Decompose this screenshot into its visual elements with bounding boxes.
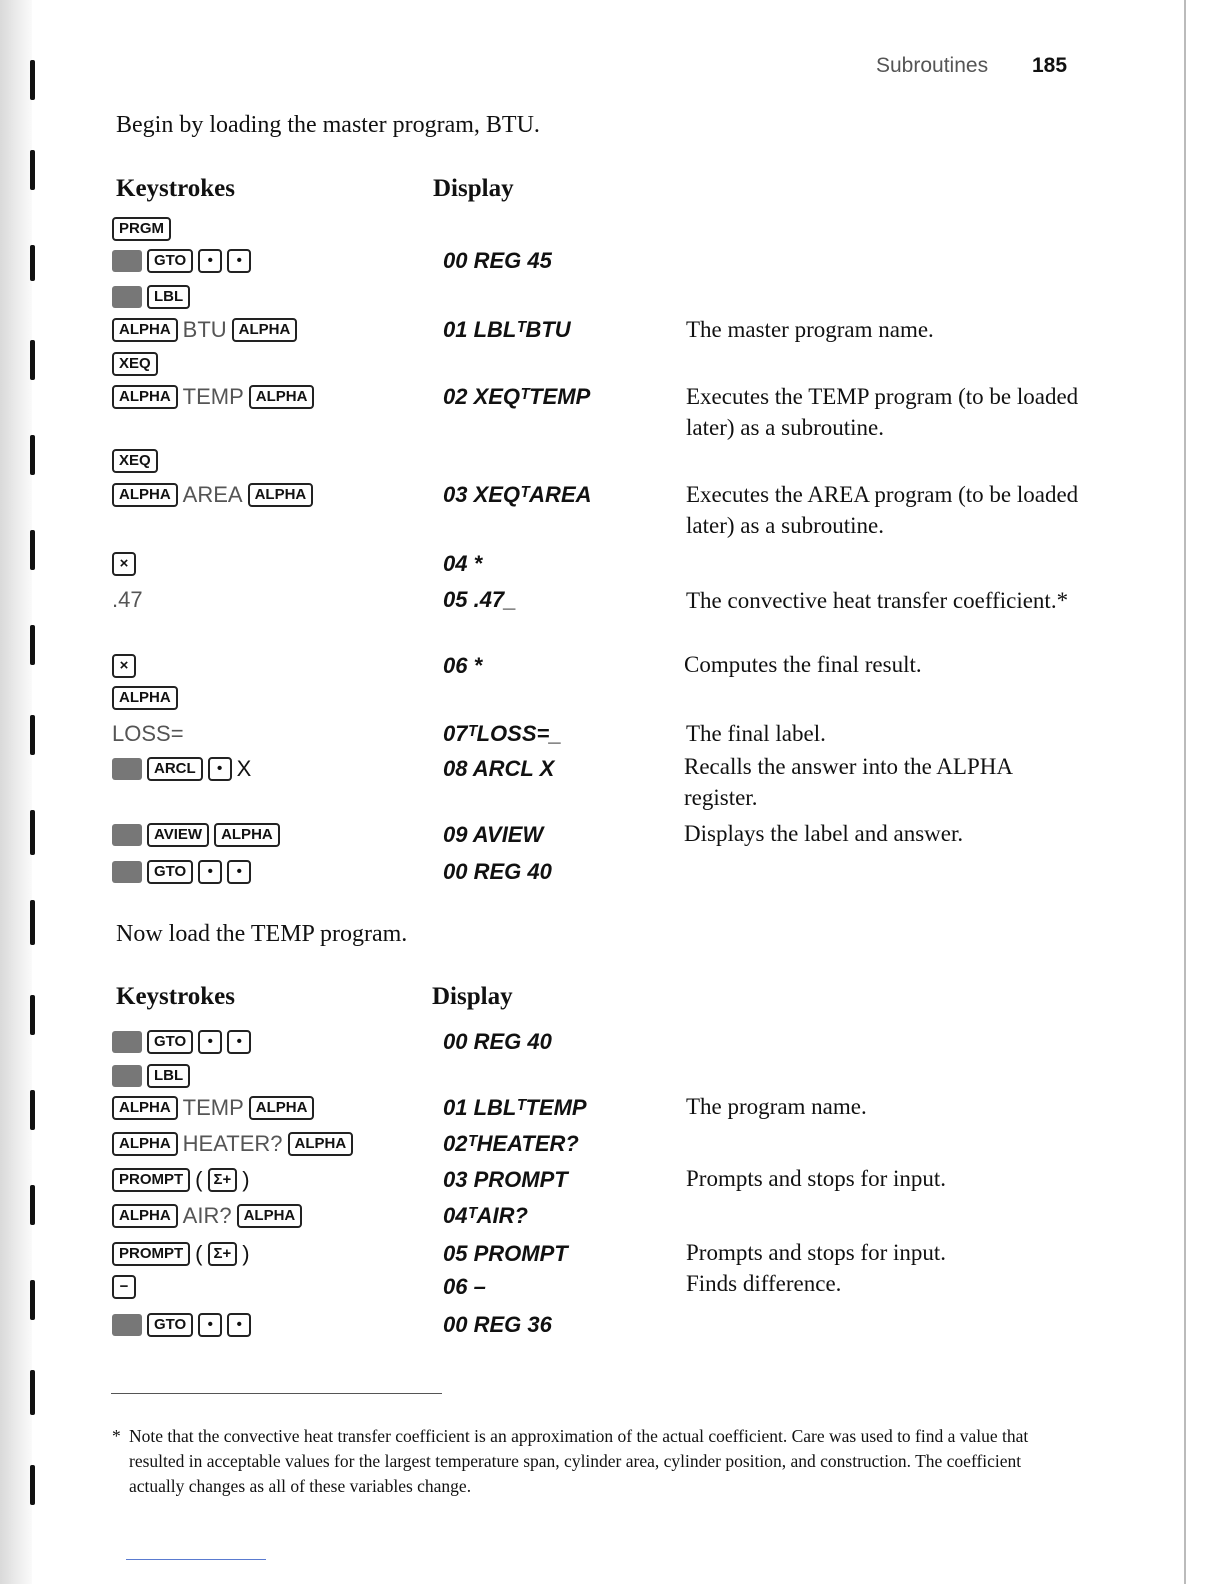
step-description: Prompts and stops for input. (686, 1166, 947, 1191)
step-description: The convective heat transfer coefficient.* (686, 588, 1069, 613)
display-readout: 02ᵀHEATER? (443, 1131, 579, 1156)
calculator-key: • (198, 860, 222, 884)
calculator-key: ALPHA (232, 318, 298, 342)
keystroke-sequence (112, 447, 158, 475)
display-readout: 00 REG 45 (443, 248, 552, 273)
shift-key (112, 1314, 142, 1336)
step-description: Computes the final result. (684, 652, 922, 677)
alpha-text: .47 (112, 587, 143, 612)
step-description: The program name. (686, 1094, 867, 1119)
calculator-key: PRGM (112, 217, 171, 241)
alpha-text: BTU (182, 317, 227, 342)
keystroke-sequence (112, 283, 190, 311)
keystroke-sequence (112, 1240, 250, 1268)
display-readout: 04ᵀAIR? (443, 1203, 528, 1228)
binding-mark (30, 1465, 35, 1505)
keystroke-sequence (112, 858, 251, 886)
keystroke-sequence (112, 1202, 302, 1230)
binding-edge (0, 0, 32, 1584)
page-edge (1184, 0, 1186, 1584)
step-description: Executes the TEMP program (to be loaded later) as a subroutine. (686, 384, 1079, 440)
keystroke-sequence (112, 1062, 190, 1090)
shift-key (112, 1065, 142, 1087)
binding-mark (30, 715, 35, 755)
step-description: Recalls the answer into the ALPHA register. (684, 754, 1012, 810)
keystroke-sequence (112, 821, 280, 849)
calculator-key: Σ+ (208, 1242, 238, 1266)
display-readout: 07ᵀLOSS=_ (443, 721, 562, 746)
keystroke-sequence (112, 316, 297, 344)
calculator-key: • (198, 1313, 222, 1337)
display-readout: 03 XEQᵀAREA (443, 482, 592, 507)
calculator-key: ALPHA (112, 1096, 178, 1120)
calculator-key: × (112, 654, 136, 678)
display-readout: 05 PROMPT (443, 1241, 568, 1266)
calculator-key: ALPHA (237, 1204, 303, 1228)
display-readout: 08 ARCL X (443, 756, 555, 781)
keystroke-sequence (112, 215, 171, 243)
calculator-key: • (227, 1313, 251, 1337)
binding-mark (30, 995, 35, 1035)
footnote (112, 1424, 1072, 1499)
calculator-key: ALPHA (112, 318, 178, 342)
calculator-key: • (227, 860, 251, 884)
shift-key (112, 758, 142, 780)
display-readout: 04 * (443, 551, 483, 576)
alpha-text: AREA (182, 482, 243, 507)
keystroke-sequence (112, 550, 136, 578)
keystroke-sequence (112, 755, 251, 783)
keystrokes-heading: Keystrokes (116, 175, 235, 202)
display-readout: 06 – (443, 1274, 486, 1299)
calculator-key: PROMPT (112, 1168, 190, 1192)
footnote-mark: * (112, 1426, 121, 1446)
page-number: 185 (1032, 54, 1068, 77)
binding-mark (30, 1090, 35, 1130)
alpha-text: LOSS= (112, 721, 184, 746)
calculator-key: GTO (147, 1030, 193, 1054)
keystroke-sequence (112, 1094, 314, 1122)
keystroke-sequence (112, 684, 178, 712)
binding-mark (30, 625, 35, 665)
calculator-key: • (227, 1030, 251, 1054)
keystroke-sequence (112, 383, 314, 411)
binding-mark (30, 60, 35, 100)
display-heading-2: Display (432, 983, 513, 1010)
calculator-key: • (198, 1030, 222, 1054)
binding-mark (30, 810, 35, 855)
calculator-key: ALPHA (288, 1132, 354, 1156)
keystroke-symbol: ) (242, 1241, 250, 1266)
shift-key (112, 250, 142, 272)
keystroke-sequence (112, 586, 143, 614)
shift-key (112, 861, 142, 883)
bottom-rule (126, 1559, 266, 1560)
calculator-key: ALPHA (112, 385, 178, 409)
calculator-key: LBL (147, 285, 190, 309)
footnote-text: Note that the convective heat transfer coefficient is an approximation of the actual coefficient. Care was used to find a value that resulted in acceptable values for the largest temperature span, cylinder area, cylinder position, and construction. The coefficient actually changes as all of these variables change. (129, 1426, 1029, 1496)
calculator-key: • (198, 249, 222, 273)
keystroke-sequence (112, 481, 313, 509)
keystroke-sequence (112, 1311, 251, 1339)
display-heading: Display (433, 175, 514, 202)
calculator-key: ALPHA (214, 823, 280, 847)
calculator-key: ALPHA (112, 1132, 178, 1156)
keystroke-symbol: ( (195, 1167, 203, 1192)
calculator-key: • (227, 249, 251, 273)
section-title: Subroutines (876, 54, 989, 77)
step-description: Finds difference. (686, 1271, 842, 1296)
calculator-key: ARCL (147, 757, 203, 781)
intro-paragraph-2: Now load the TEMP program. (116, 921, 408, 947)
display-readout: 02 XEQᵀTEMP (443, 384, 591, 409)
step-description: The final label. (686, 721, 826, 746)
binding-mark (30, 900, 35, 945)
binding-mark (30, 1185, 35, 1225)
keystroke-symbol: ( (195, 1241, 203, 1266)
keystroke-symbol: X (236, 756, 252, 781)
display-readout: 00 REG 40 (443, 1029, 552, 1054)
calculator-key: − (112, 1275, 136, 1299)
display-readout: 00 REG 36 (443, 1312, 552, 1337)
shift-key (112, 286, 142, 308)
calculator-key: ALPHA (112, 1204, 178, 1228)
alpha-text: TEMP (182, 384, 244, 409)
calculator-key: Σ+ (208, 1168, 238, 1192)
keystroke-sequence (112, 652, 136, 680)
binding-mark (30, 150, 35, 190)
keystroke-sequence (112, 720, 184, 748)
keystroke-sequence (112, 1273, 136, 1301)
step-description: Displays the label and answer. (684, 821, 964, 846)
calculator-key: ALPHA (112, 483, 178, 507)
intro-paragraph-1: Begin by loading the master program, BTU. (116, 112, 540, 138)
binding-mark (30, 340, 35, 380)
calculator-key: • (208, 757, 232, 781)
calculator-key: ALPHA (248, 483, 314, 507)
calculator-key: ALPHA (249, 1096, 315, 1120)
binding-mark (30, 1280, 35, 1320)
calculator-key: GTO (147, 860, 193, 884)
alpha-text: TEMP (182, 1095, 244, 1120)
display-readout: 06 * (443, 653, 483, 678)
keystroke-sequence (112, 247, 251, 275)
calculator-key: LBL (147, 1064, 190, 1088)
step-description: The master program name. (686, 317, 934, 342)
keystroke-sequence (112, 350, 158, 378)
keystroke-symbol: ) (242, 1167, 250, 1192)
calculator-key: AVIEW (147, 823, 209, 847)
keystroke-sequence (112, 1028, 251, 1056)
keystrokes-heading-2: Keystrokes (116, 983, 235, 1010)
calculator-key: PROMPT (112, 1242, 190, 1266)
shift-key (112, 824, 142, 846)
calculator-key: GTO (147, 1313, 193, 1337)
display-readout: 01 LBLᵀBTU (443, 317, 571, 342)
display-readout: 09 AVIEW (443, 822, 544, 847)
step-description: Prompts and stops for input. (686, 1240, 947, 1265)
keystroke-sequence (112, 1130, 353, 1158)
shift-key (112, 1031, 142, 1053)
alpha-text: AIR? (182, 1203, 232, 1228)
keystroke-sequence (112, 1166, 250, 1194)
display-readout: 01 LBLᵀTEMP (443, 1095, 587, 1120)
calculator-key: ALPHA (112, 686, 178, 710)
calculator-key: × (112, 552, 136, 576)
binding-mark (30, 435, 35, 475)
calculator-key: XEQ (112, 449, 158, 473)
footnote-rule (111, 1393, 442, 1394)
display-readout: 05 .47_ (443, 587, 517, 612)
binding-mark (30, 245, 35, 281)
display-readout: 00 REG 40 (443, 859, 552, 884)
calculator-key: ALPHA (249, 385, 315, 409)
binding-mark (30, 1370, 35, 1415)
step-description: Executes the AREA program (to be loaded later) as a subroutine. (686, 482, 1079, 538)
binding-mark (30, 530, 35, 570)
display-readout: 03 PROMPT (443, 1167, 568, 1192)
calculator-key: XEQ (112, 352, 158, 376)
calculator-key: GTO (147, 249, 193, 273)
alpha-text: HEATER? (182, 1131, 283, 1156)
page-header (820, 54, 1070, 84)
